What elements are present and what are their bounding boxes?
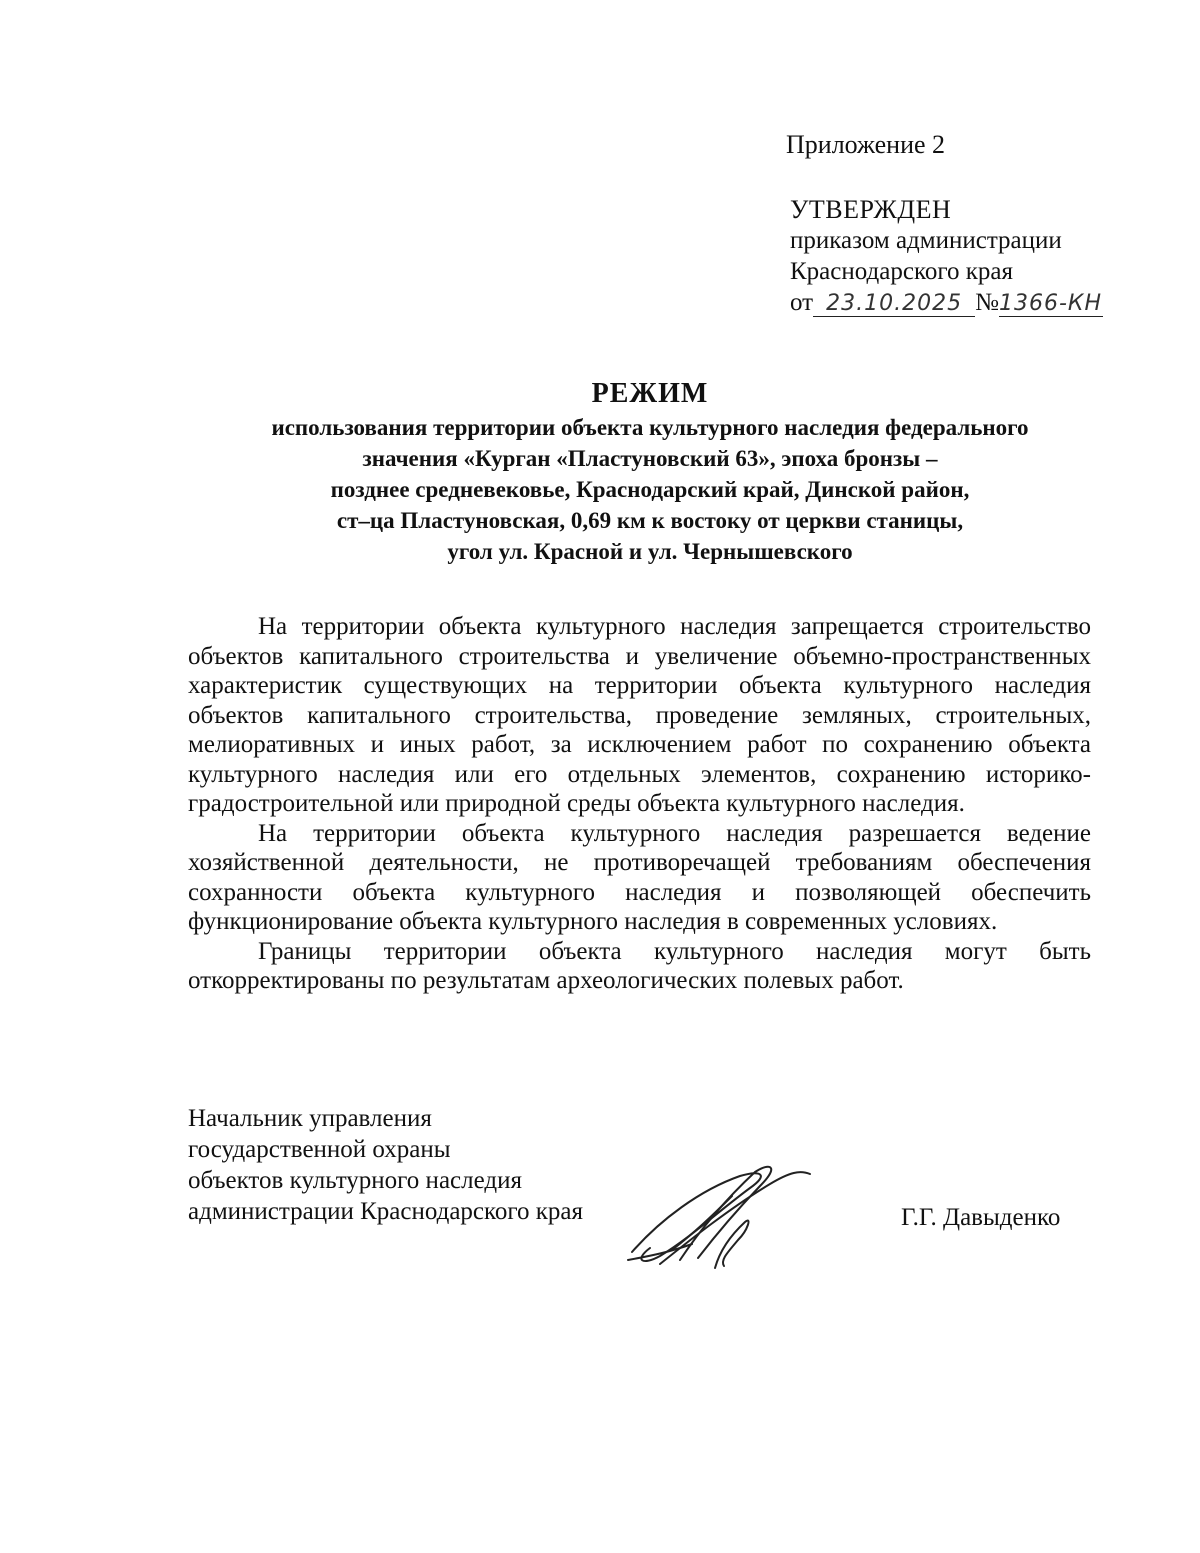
signatory-position [188, 1103, 583, 1227]
number-field [999, 290, 1103, 317]
position-line: объектов культурного наследия [188, 1167, 522, 1194]
document-title [140, 376, 1160, 567]
approved-by-line1: приказом администрации [790, 227, 1062, 254]
number-prefix: № [975, 289, 999, 316]
title-line: позднее средневековье, Краснодарский край, Динской район, [330, 477, 970, 502]
title-line: использования территории объекта культурного наследия федерального [271, 415, 1029, 440]
appendix-label: Приложение 2 [786, 130, 946, 159]
handwritten-date: 23.10.2025 [826, 291, 963, 316]
body-paragraph: На территории объекта культурного наследия запрещается строительство объектов капитального строительства и увеличение объемно-пространственных характеристик существующих на территории объекта культурного наследия объектов капитального строительства, проведение земляных, строительных, мелиоративных и иных работ, за исключением работ по сохранению объекта культурного наследия или его отдельных элементов, сохранению историко-градостроительной или природной среды объекта культурного наследия. [188, 613, 1091, 817]
signatory-name: Г.Г. Давыденко [901, 1204, 1061, 1231]
body-paragraph: Границы территории объекта культурного наследия могут быть откорректированы по результатам археологических полевых работ. [188, 937, 1091, 994]
document-body [188, 612, 1091, 996]
title-main: РЕЖИМ [591, 378, 709, 409]
approved-word: УТВЕРЖДЕН [790, 195, 952, 224]
title-line: ст–ца Пластуновская, 0,69 км к востоку от церкви станицы, [336, 508, 964, 533]
approval-date-number [790, 287, 1103, 318]
date-field [813, 290, 975, 317]
position-line: администрации Краснодарского края [188, 1198, 584, 1225]
body-paragraph: На территории объекта культурного наследия разрешается ведение хозяйственной деятельности, не противоречащей требованиям обеспечения сохранности объекта культурного наследия и позволяющей обеспечить функционирование объекта культурного наследия в современных условиях. [188, 819, 1091, 935]
position-line: Начальник управления [188, 1105, 432, 1132]
position-line: государственной охраны [188, 1136, 451, 1163]
approval-block [790, 194, 1103, 318]
approved-by-line2: Краснодарского края [790, 258, 1013, 285]
title-line: угол ул. Красной и ул. Чернышевского [447, 539, 853, 564]
handwritten-number: 1366-КН [998, 291, 1103, 316]
handwritten-signature [620, 1160, 820, 1272]
date-prefix: от [790, 289, 814, 316]
title-line: значения «Курган «Пластуновский 63», эпоха бронзы – [362, 446, 938, 471]
